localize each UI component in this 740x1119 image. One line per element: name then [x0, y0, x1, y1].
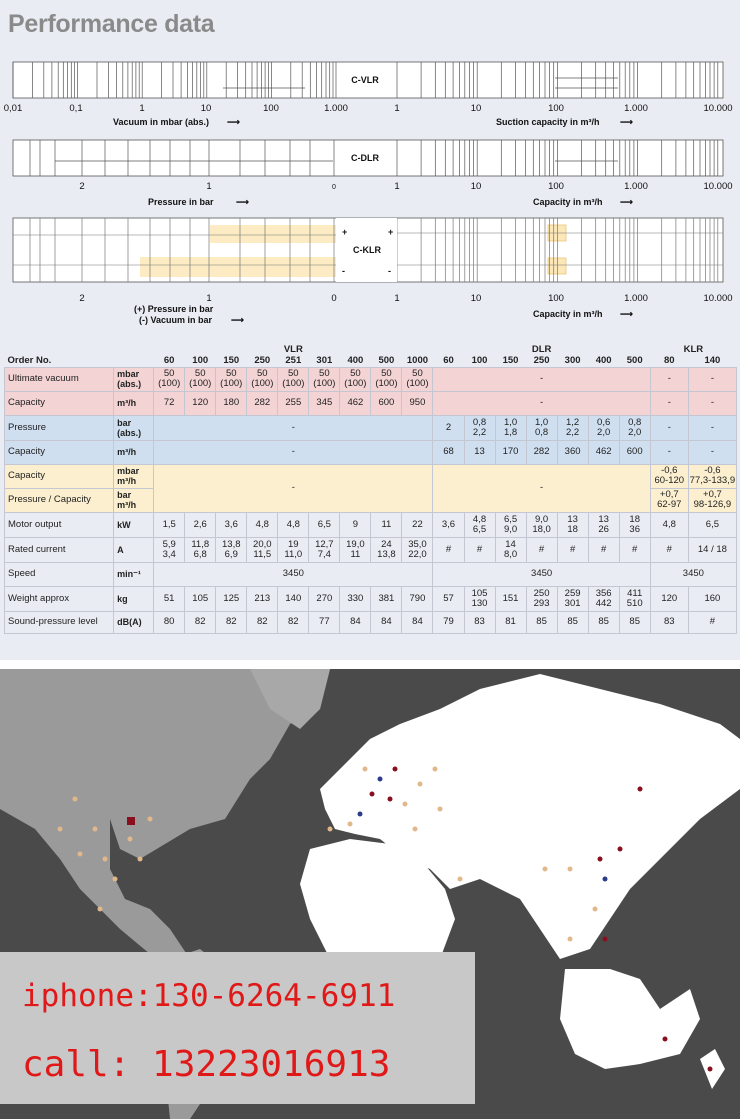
- table-cell: 84: [340, 611, 371, 633]
- model-header: 100: [471, 354, 488, 366]
- tick-label: 2: [79, 181, 85, 192]
- table-cell: 1,0 1,8: [495, 415, 526, 440]
- group-label: VLR: [283, 344, 303, 355]
- table-cell: 18 36: [619, 512, 650, 537]
- table-cell: 84: [402, 611, 433, 633]
- table-cell: +0,7 62-97: [650, 488, 688, 512]
- header-group-row: [5, 343, 737, 355]
- table-cell: 9: [340, 512, 371, 537]
- table-cell: 120: [185, 391, 216, 415]
- location-dot: [433, 767, 438, 772]
- location-dot: [438, 807, 443, 812]
- location-dot: [393, 767, 398, 772]
- row-label: Motor output: [5, 512, 114, 537]
- table-cell: 82: [247, 611, 278, 633]
- table-cell: 0,8 2,2: [464, 415, 495, 440]
- table-cell: 3,6: [216, 512, 247, 537]
- table-cell: 462: [340, 391, 371, 415]
- table-cell: 19,0 11: [340, 537, 371, 562]
- klr-plus-sign: +: [388, 227, 394, 237]
- tick-label: 2: [79, 293, 85, 304]
- table-cell: 1,5: [154, 512, 185, 537]
- table-cell: -: [433, 464, 650, 512]
- table-cell: -: [650, 367, 688, 391]
- table-cell: 12,7 7,4: [309, 537, 340, 562]
- table-cell: -: [154, 415, 433, 440]
- table-cell: 68: [433, 440, 464, 464]
- table-cell: -: [688, 440, 736, 464]
- arrow-icon: ⟶: [620, 197, 633, 207]
- location-dot: [138, 857, 143, 862]
- table-cell: 105: [185, 586, 216, 611]
- table-cell: 82: [185, 611, 216, 633]
- table-cell: 50 (100): [309, 367, 340, 391]
- location-dot: [363, 767, 368, 772]
- row-unit: m³/h: [114, 440, 154, 464]
- table-row: [5, 415, 737, 440]
- location-dot: [113, 877, 118, 882]
- vlr-scale-name: C-VLR: [351, 75, 379, 85]
- table-cell: 1,0 0,8: [526, 415, 557, 440]
- table-cell: 160: [688, 586, 736, 611]
- table-cell: 213: [247, 586, 278, 611]
- tick-label: 10: [470, 293, 482, 304]
- table-cell: 1,2 2,2: [557, 415, 588, 440]
- model-header: 60: [443, 354, 454, 366]
- location-dot: [78, 852, 83, 857]
- tick-label: 100: [263, 103, 279, 114]
- row-label: Pressure: [5, 415, 114, 440]
- table-cell: 35,0 22,0: [402, 537, 433, 562]
- table-cell: #: [464, 537, 495, 562]
- performance-table: [4, 343, 737, 634]
- table-cell: #: [650, 537, 688, 562]
- tick-label: 1: [394, 293, 400, 304]
- tick-label: 1.000: [324, 103, 348, 114]
- table-cell: 790: [402, 586, 433, 611]
- tick-label: 1: [206, 293, 212, 304]
- table-cell: 600: [619, 440, 650, 464]
- call-number: call: 13223016913: [22, 1044, 391, 1085]
- table-cell: 330: [340, 586, 371, 611]
- table-cell: 3450: [433, 562, 650, 586]
- table-cell: 82: [278, 611, 309, 633]
- vlr-left-ticks: [4, 103, 348, 114]
- table-row: [5, 512, 737, 537]
- tick-label: 1: [394, 181, 400, 192]
- arrow-icon: ⟶: [620, 117, 633, 127]
- table-cell: 77: [309, 611, 340, 633]
- table-cell: 3,6: [433, 512, 464, 537]
- tick-label: 0: [331, 293, 337, 304]
- table-cell: 282: [526, 440, 557, 464]
- table-cell: 140: [278, 586, 309, 611]
- klr-left-axis-label-2: (-) Vacuum in bar: [139, 315, 213, 325]
- location-dot: [598, 857, 603, 862]
- model-header: 301: [316, 354, 333, 366]
- tick-label: 0: [332, 184, 336, 191]
- location-dot: [348, 822, 353, 827]
- location-dot: [58, 827, 63, 832]
- tick-label: 10.000: [703, 293, 733, 304]
- table-row: [5, 440, 737, 464]
- table-cell: 2,6: [185, 512, 216, 537]
- arrow-icon: ⟶: [227, 117, 240, 127]
- iphone-number: iphone:130-6264-6911: [22, 978, 396, 1014]
- klr-scale-name: C-KLR: [353, 245, 381, 255]
- table-cell: 80: [154, 611, 185, 633]
- table-cell: -: [154, 440, 433, 464]
- table-cell: +0,7 98-126,9: [688, 488, 736, 512]
- dlr-scale-name: C-DLR: [351, 153, 379, 163]
- table-cell: 13 18: [557, 512, 588, 537]
- location-dot: [593, 907, 598, 912]
- table-row: [5, 586, 737, 611]
- page-title: Performance data: [8, 10, 215, 38]
- table-cell: -: [154, 464, 433, 512]
- tick-label: 0,1: [69, 103, 83, 114]
- table-cell: 6,5 9,0: [495, 512, 526, 537]
- table-cell: 19 11,0: [278, 537, 309, 562]
- arrow-icon: ⟶: [236, 197, 249, 207]
- dlr-right-axis-label: Capacity in m³/h: [533, 197, 603, 207]
- table-cell: 85: [557, 611, 588, 633]
- table-cell: 13 26: [588, 512, 619, 537]
- row-unit: bar (abs.): [114, 415, 154, 440]
- location-dot: [403, 802, 408, 807]
- table-cell: 13,8 6,9: [216, 537, 247, 562]
- table-cell: 950: [402, 391, 433, 415]
- table-cell: #: [588, 537, 619, 562]
- row-unit: mbar m³/h: [114, 464, 154, 488]
- location-dot: [73, 797, 78, 802]
- klr-left-axis-label-1: (+) Pressure in bar: [134, 304, 214, 314]
- model-header: 500: [626, 354, 643, 366]
- klr-scale: [0, 213, 740, 333]
- row-label: Capacity: [5, 464, 114, 488]
- location-dot: [148, 817, 153, 822]
- location-dot: [603, 937, 608, 942]
- location-dot: [543, 867, 548, 872]
- row-label: Weight approx: [5, 586, 114, 611]
- table-row: [5, 537, 737, 562]
- order-no-header: Order No.: [7, 354, 52, 366]
- table-cell: 356 442: [588, 586, 619, 611]
- row-unit: m³/h: [114, 391, 154, 415]
- klr-right-axis-label: Capacity in m³/h: [533, 309, 603, 319]
- table-cell: 105 130: [464, 586, 495, 611]
- location-dot: [98, 907, 103, 912]
- table-cell: 82: [216, 611, 247, 633]
- tick-label: 1: [139, 103, 145, 114]
- table-cell: 83: [650, 611, 688, 633]
- table-cell: 4,8: [650, 512, 688, 537]
- tick-label: 10.000: [703, 181, 733, 192]
- model-header: 400: [595, 354, 612, 366]
- table-cell: 2: [433, 415, 464, 440]
- row-unit: mbar (abs.): [114, 367, 154, 391]
- table-cell: 0,6 2,0: [588, 415, 619, 440]
- table-cell: 84: [371, 611, 402, 633]
- table-cell: -0,6 60-120: [650, 464, 688, 488]
- table-cell: 259 301: [557, 586, 588, 611]
- dlr-scale: [0, 135, 740, 215]
- table-cell: 462: [588, 440, 619, 464]
- table-row: [5, 464, 737, 488]
- model-header: 250: [533, 354, 550, 366]
- table-cell: 345: [309, 391, 340, 415]
- row-unit: kg: [114, 586, 154, 611]
- location-dot: [638, 787, 643, 792]
- australia-landmass: [560, 969, 700, 1069]
- vlr-right-axis-label: Suction capacity in m³/h: [496, 117, 600, 127]
- table-cell: 14 8,0: [495, 537, 526, 562]
- table-cell: 4,8: [278, 512, 309, 537]
- table-cell: #: [688, 611, 736, 633]
- table-cell: 50 (100): [216, 367, 247, 391]
- table-cell: 9,0 18,0: [526, 512, 557, 537]
- group-label: DLR: [531, 344, 552, 355]
- location-dot: [618, 847, 623, 852]
- table-cell: 20,0 11,5: [247, 537, 278, 562]
- row-unit: bar m³/h: [114, 488, 154, 512]
- table-cell: 79: [433, 611, 464, 633]
- model-header: 400: [347, 354, 364, 366]
- table-cell: 50 (100): [340, 367, 371, 391]
- table-cell: -: [688, 415, 736, 440]
- table-cell: -: [650, 391, 688, 415]
- row-unit: min⁻¹: [114, 562, 154, 586]
- table-cell: 57: [433, 586, 464, 611]
- tick-label: 1: [206, 181, 212, 192]
- tick-label: 100: [548, 181, 564, 192]
- table-cell: 50 (100): [402, 367, 433, 391]
- table-cell: 13: [464, 440, 495, 464]
- row-unit: dB(A): [114, 611, 154, 633]
- table-cell: 411 510: [619, 586, 650, 611]
- row-label: Capacity: [5, 440, 114, 464]
- table-cell: 282: [247, 391, 278, 415]
- table-cell: 151: [495, 586, 526, 611]
- table-cell: 360: [557, 440, 588, 464]
- table-cell: 50 (100): [154, 367, 185, 391]
- klr-plus-sign: +: [342, 227, 348, 237]
- table-cell: 4,8 6,5: [464, 512, 495, 537]
- table-cell: 170: [495, 440, 526, 464]
- tick-label: 10: [470, 103, 482, 114]
- row-label: Sound-pressure level: [5, 611, 114, 633]
- table-cell: -0,6 77,3-133,9: [689, 465, 736, 486]
- headquarters-marker: [127, 817, 135, 825]
- location-dot: [603, 877, 608, 882]
- table-cell: 4,8: [247, 512, 278, 537]
- table-cell: 50 (100): [247, 367, 278, 391]
- location-dot: [328, 827, 333, 832]
- table-row: [5, 391, 737, 415]
- tick-label: 1: [394, 103, 400, 114]
- vlr-left-axis-label: Vacuum in mbar (abs.): [113, 117, 210, 127]
- model-header: 1000: [406, 354, 429, 366]
- model-header: 100: [192, 354, 209, 366]
- location-dot: [128, 837, 133, 842]
- table-cell: 85: [588, 611, 619, 633]
- table-cell: -: [650, 415, 688, 440]
- location-dot: [378, 777, 383, 782]
- table-cell: 270: [309, 586, 340, 611]
- model-header: 80: [663, 354, 675, 366]
- tick-label: 1.000: [624, 103, 648, 114]
- table-cell: 3450: [154, 562, 433, 586]
- row-label: Ultimate vacuum: [5, 367, 114, 391]
- model-header: 500: [378, 354, 395, 366]
- row-label: Capacity: [5, 391, 114, 415]
- location-dot: [388, 797, 393, 802]
- arrow-icon: ⟶: [231, 315, 244, 325]
- tick-label: 0,01: [3, 103, 23, 114]
- table-cell: -: [433, 367, 650, 391]
- table-cell: 50 (100): [185, 367, 216, 391]
- location-dot: [458, 877, 463, 882]
- table-cell: -: [688, 391, 736, 415]
- location-dot: [708, 1067, 713, 1072]
- location-dot: [418, 782, 423, 787]
- table-cell: 120: [650, 586, 688, 611]
- klr-minus-sign: -: [342, 266, 345, 276]
- table-cell: 381: [371, 586, 402, 611]
- table-cell: 14 / 18: [688, 537, 736, 562]
- vlr-right-ticks: [394, 103, 732, 114]
- row-label: Rated current: [5, 537, 114, 562]
- tick-label: 10.000: [703, 103, 733, 114]
- row-label: Speed: [5, 562, 114, 586]
- table-cell: 85: [526, 611, 557, 633]
- group-label: KLR: [683, 344, 704, 355]
- table-cell: 255: [278, 391, 309, 415]
- model-header: 251: [285, 354, 302, 366]
- table-cell: 24 13,8: [371, 537, 402, 562]
- table-cell: 81: [495, 611, 526, 633]
- model-header: 140: [704, 354, 721, 366]
- tick-label: 100: [548, 293, 564, 304]
- tick-label: 1.000: [624, 181, 648, 192]
- table-cell: -: [650, 440, 688, 464]
- table-cell: -: [433, 391, 650, 415]
- table-cell: -: [688, 367, 736, 391]
- table-cell: 11,8 6,8: [185, 537, 216, 562]
- arrow-icon: ⟶: [620, 309, 633, 319]
- location-dot: [370, 792, 375, 797]
- table-row: [5, 367, 737, 391]
- row-unit: A: [114, 537, 154, 562]
- location-dot: [358, 812, 363, 817]
- table-cell: #: [619, 537, 650, 562]
- table-row: [5, 611, 737, 633]
- table-cell: 51: [154, 586, 185, 611]
- location-dot: [568, 867, 573, 872]
- table-cell: #: [526, 537, 557, 562]
- tick-label: 100: [548, 103, 564, 114]
- table-cell: 125: [216, 586, 247, 611]
- model-header: 150: [223, 354, 240, 366]
- model-header: 300: [564, 354, 581, 366]
- header-model-row: [5, 355, 737, 367]
- tick-label: 1.000: [624, 293, 648, 304]
- tick-label: 10: [470, 181, 482, 192]
- table-cell: 50 (100): [371, 367, 402, 391]
- model-header: 250: [254, 354, 271, 366]
- row-unit: kW: [114, 512, 154, 537]
- location-dot: [413, 827, 418, 832]
- dlr-left-axis-label: Pressure in bar: [148, 197, 214, 207]
- table-cell: 250 293: [526, 586, 557, 611]
- contact-overlay: [0, 952, 475, 1104]
- table-cell: 22: [402, 512, 433, 537]
- location-dot: [568, 937, 573, 942]
- table-cell: 180: [216, 391, 247, 415]
- location-dot: [93, 827, 98, 832]
- table-cell: 600: [371, 391, 402, 415]
- table-cell: 3450: [650, 562, 736, 586]
- table-cell: 72: [154, 391, 185, 415]
- model-header: 60: [163, 354, 175, 366]
- table-cell: 85: [619, 611, 650, 633]
- table-cell: 0,8 2,0: [619, 415, 650, 440]
- table-cell: 5,9 3,4: [154, 537, 185, 562]
- location-dot: [663, 1037, 668, 1042]
- location-dot: [103, 857, 108, 862]
- table-cell: 50 (100): [278, 367, 309, 391]
- row-label: Pressure / Capacity: [5, 488, 114, 512]
- table-cell: 11: [371, 512, 402, 537]
- table-row: [5, 562, 737, 586]
- model-header: 150: [502, 354, 519, 366]
- tick-label: 10: [200, 103, 212, 114]
- table-cell: #: [557, 537, 588, 562]
- table-cell: 83: [464, 611, 495, 633]
- table-cell: #: [433, 537, 464, 562]
- klr-minus-sign: -: [388, 266, 391, 276]
- table-cell: 6,5: [309, 512, 340, 537]
- table-cell: 6,5: [688, 512, 736, 537]
